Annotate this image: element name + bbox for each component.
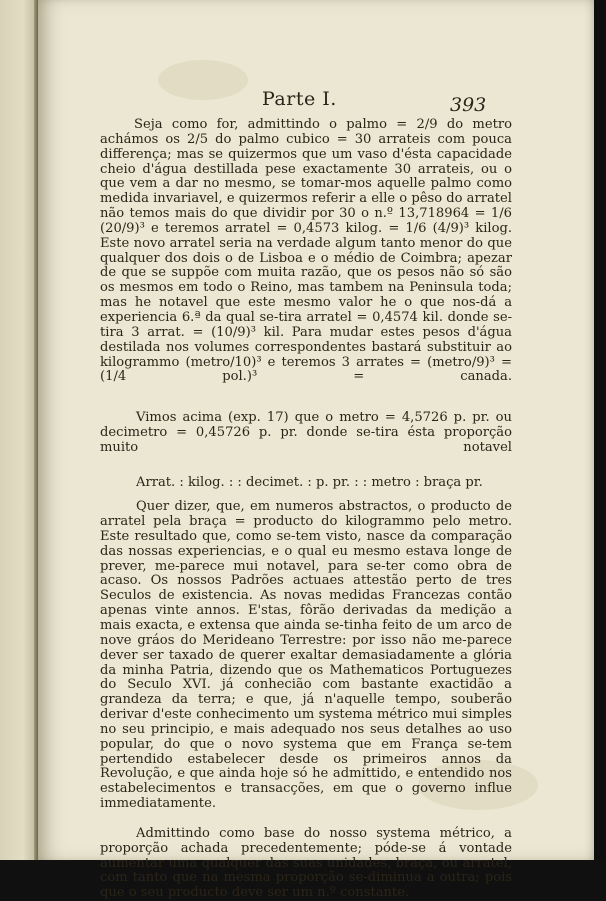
page-number: 393 xyxy=(450,94,487,116)
paragraph: Quer dizer, que, em numeros abstractos, o producto de arratel pela braça = producto do kilogrammo pelo metro. Este resultado que, como se-tem visto, nasce da comparação das nossas experiencias, e o qual eu mesmo estava longe de prever, me-parece mui notavel, para se-ter como obra de acaso. Os nossos Padrões actuaes attestão perto de tres Seculos de existencia. As novas medidas Francezas contão apenas vinte annos. E'stas, fôrão derivadas da medição a mais exacta, e extensa que ainda se-tinha feito de um arco de nove gráos do Merideano Terrestre: por isso não me-parece dever ser taxado de querer exaltar demasiadamente a glória da minha Patria, dizendo que os Mathematicos Portuguezes do Seculo XVI. já conhecião com bastante exactidão a grandeza da terra; e que, já n'aquelle tempo, souberão derivar d'este conhecimento um systema métrico mui simples no seu principio, e mais adequado nos seus detalhes ao uso popular, do que o novo systema que em França se-tem pertendido estabelecer desde os primeiros annos da Revolução, e que ainda hoje só he admittido, e entendido nos estabelecimentos e transacções, em que o governo influe immediatamente. xyxy=(100,499,512,812)
paragraph: Admittindo como base do nosso systema métrico, a proporção achada precedentemente; póde-se á vontade aumentar uma qualquer das suas unidades, braça, ou arratel, com tanto que na mesma proporção se-diminua a outra; pois que o seu producto deve ser um n.º constante. xyxy=(100,825,512,901)
running-title: Parte I. xyxy=(262,88,337,110)
proportion-line: Arrat. : kilog. : : decimet. : p. pr. : : metro : braça pr. xyxy=(136,475,483,491)
page-header xyxy=(38,86,594,116)
paragraph: Vimos acima (exp. 17) que o metro = 4,5726 p. pr. ou decimetro = 0,45726 p. pr. donde se-tira ésta proporção muito notavel xyxy=(100,410,512,455)
paragraph: Seja como for, admittindo o palmo = 2/9 do metro achámos os 2/5 do palmo cubico = 30 arrateis com pouca differença; mas se quizermos que um vaso d'ésta capacidade cheio d'água destillada pese exactamente 30 arrateis, ou o que vem a dar no mesmo, se tomar-mos aquelle palmo como medida invariavel, e quizermos referir a elle o pêso do arratel não temos mais do que dividir por 30 o n.º 13,718964 = 1/6 (20/9)³ e teremos arratel = 0,4573 kilog. = 1/6 (4/9)³ kilog. Este novo arratel seria na verdade algum tanto menor do que qualquer dos dois o de Lisboa e o médio de Coimbra; apezar de que se suppõe com muita razão, que os pesos não só são os mesmos em todo o Reino, mas tambem na Peninsula toda; mas he notavel que este mesmo valor he o que nos-dá a experiencia 6.ª da qual se-tira arratel = 0,4574 kil. donde se-tira 3 arrat. = (10/9)³ kil. Para mudar estes pesos d'água destilada nos volumes correspondentes bastará substituir ao kilogrammo (metro/10)³ e teremos 3 arrates = (metro/9)³ = (1/4 pol.)³ = canada. xyxy=(100,117,512,385)
background-edge xyxy=(594,0,606,860)
facing-page-edge xyxy=(0,0,38,860)
book-page xyxy=(38,0,594,901)
body-text xyxy=(100,118,512,901)
